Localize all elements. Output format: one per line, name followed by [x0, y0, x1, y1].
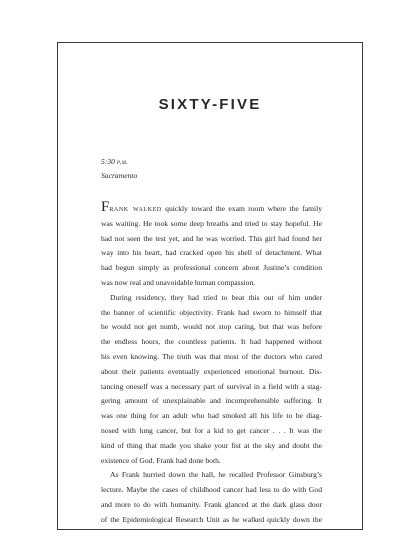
body-line: about their patients eventually experienced emotional burnout. Dis- [101, 366, 322, 376]
body-line: lecture. Maybe the cases of childhood cancer had less to do with God [101, 485, 322, 495]
lead-initial: F [101, 199, 110, 215]
body-text [101, 199, 322, 528]
body-line: his even knowing. The truth was that most of the doctors who cared [101, 351, 322, 361]
body-line-first [101, 199, 322, 217]
body-line: way into his heart, had cracked open his shell of detachment. What [101, 248, 322, 258]
body-line: was waiting. He took some deep breaths and tried to stay hopeful. He [101, 218, 322, 228]
body-line: nosed with lung cancer, but for a kid to get cancer . . . It was the [101, 425, 322, 435]
lead-small-caps: rank walked [109, 204, 162, 213]
body-line: was one thing for an adult who had smoked all his life to be diag- [101, 411, 322, 421]
body-line: he would not get numb, would not stop caring, but that was before [101, 322, 322, 332]
dateline-place: Sacramento [101, 171, 138, 180]
chapter-title: SIXTY-FIVE [158, 96, 262, 113]
body-line: kind of thing that made you shake your fist at the sky and doubt the [101, 440, 322, 450]
body-line: tancing oneself was a necessary part of survival in a field with a stag- [101, 381, 322, 391]
body-line: existence of God. Frank had done both. [101, 455, 221, 465]
body-line: of the Epidemiological Research Unit as he walked quickly down the [101, 514, 322, 524]
paragraph [101, 199, 322, 291]
body-line: had begun simply as professional concern about Justine’s condition [101, 263, 322, 273]
dateline-time: 5:30 p.m. [101, 157, 128, 166]
paragraph [101, 291, 322, 469]
body-line: and more to do with humanity. Frank glanced at the dark glass door [101, 499, 322, 509]
body-line: had not seen the test yet, and he was worried. This girl had found her [101, 233, 322, 243]
body-line: During residency, they had tried to beat this out of him under [110, 292, 322, 302]
body-line: the banner of scientific objectivity. Frank had sworn to himself that [101, 307, 322, 317]
body-line: was now real and unavoidable human compassion. [101, 277, 256, 287]
body-line: As Frank hurried down the hall, he recalled Professor Ginsburg’s [110, 470, 322, 480]
body-line: the endless hours, the countless patients. It had happened without [101, 337, 322, 347]
paragraph [101, 468, 322, 527]
first-line-text: quickly toward the exam room where the family [165, 204, 322, 213]
body-line: gering amount of unexplainable and incomprehensible suffering. It [101, 396, 322, 406]
